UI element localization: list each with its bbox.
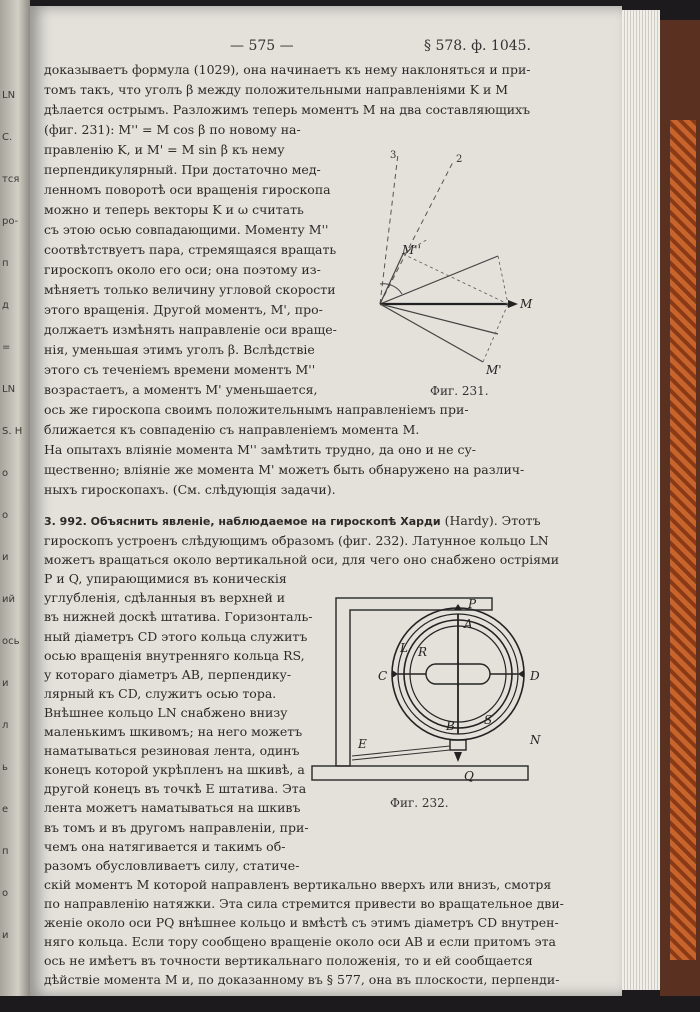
svg-text:N: N (530, 733, 541, 747)
facing-page-fragment: и (2, 930, 9, 941)
text-line: ось не имѣетъ въ точности вертикальнаго положенія, то и ей сообщается (44, 953, 533, 969)
text-line: соотвѣтствуетъ пара, стремящаяся вращать (44, 242, 337, 257)
text-line: мѣняетъ только величину угловой скорости (44, 282, 336, 297)
text-line: должаетъ измѣнять направленіе оси враще- (44, 322, 337, 337)
facing-page-fragment: S. H (2, 426, 23, 437)
text-line: гироскопъ устроенъ слѣдующимъ образомъ (фиг. 232). Латунное кольцо LN (44, 533, 549, 548)
facing-page-fragment: о (2, 468, 9, 479)
text-line: нія, уменьшая этимъ уголъ β. Вслѣдствіе (44, 342, 315, 357)
text-line: осью вращенія внутренняго кольца RS, (44, 647, 305, 663)
figure-231-caption: Фиг. 231. (430, 384, 489, 398)
svg-text:R: R (418, 645, 428, 659)
text-line: съ этою осью совпадающими. Моменту M'' (44, 222, 329, 237)
text-line: няго кольца. Если тору сообщено вращеніе около оси AB и если притомъ эта (44, 934, 556, 950)
text-line: ныхъ гироскопахъ. (См. слѣдующія задачи). (44, 482, 336, 497)
text-line: дѣлается острымъ. Разложимъ теперь моментъ M на два составляющихъ (44, 102, 531, 117)
text-line: доказываетъ формула (1029), она начинаетъ къ нему наклоняться и при- (44, 62, 531, 77)
page-number: — 575 — (230, 38, 294, 54)
svg-text:B: B (446, 719, 455, 733)
facing-page-fragment: л (2, 720, 9, 731)
facing-page-fragment: о (2, 888, 9, 899)
figure-231 (368, 144, 538, 384)
facing-page-fragment: е (2, 804, 9, 815)
text-line: ный діаметръ CD этого кольца служитъ (44, 628, 308, 644)
text-line: наматываться резиновая лента, одинъ (44, 743, 300, 759)
text-line: конецъ которой укрѣпленъ на шкивѣ, а (44, 762, 305, 778)
facing-page-fragment: ь (2, 762, 8, 773)
svg-text:Q: Q (464, 769, 474, 783)
svg-text:M': M' (486, 363, 502, 377)
text-line: углубленія, сдѣланныя въ верхней и (44, 590, 286, 606)
problem-heading-cont: (Hardy). Этотъ (440, 513, 541, 528)
text-line: чемъ она натягивается и такимъ об- (44, 838, 286, 854)
facing-page-fragment: о (2, 510, 9, 521)
text-line: ось же гироскопа своимъ положительнымъ направленіемъ при- (44, 402, 469, 417)
text-line: гироскопъ около его оси; она поэтому из- (44, 262, 321, 277)
facing-page-fragment: LN (2, 90, 16, 101)
text-line: другой конецъ въ точкѣ E штатива. Эта (44, 781, 307, 797)
text-line: правленію K, и M' = M sin β къ нему (44, 142, 285, 157)
text-line: женіе около оси PQ внѣшнее кольцо и вмѣстѣ съ этимъ діаметръ CD внутрен- (44, 915, 559, 930)
book-page (30, 6, 622, 996)
text-line: можетъ вращаться около вертикальной оси, для чего оно снабжено остріями (44, 552, 560, 568)
facing-page-fragment: п (2, 846, 9, 857)
text-line: P и Q, упирающимися въ коническія (44, 571, 287, 587)
text-line: по направленію натяжки. Эта сила стремится привести во вращательное дви- (44, 895, 564, 911)
facing-page-fragment: п (2, 258, 9, 269)
text-line: (фиг. 231): M'' = M cos β по новому на- (44, 122, 301, 137)
facing-page-fragment: д (2, 300, 9, 311)
facing-page-fragment: ий (2, 594, 15, 605)
facing-page-text (0, 0, 30, 1012)
text-line: щественно; вліяніе же момента M' можетъ быть обнаружено на различ- (44, 462, 525, 477)
svg-text:P: P (468, 597, 477, 611)
text-line: въ томъ и въ другомъ направленіи, при- (44, 819, 309, 835)
svg-text:A: A (464, 617, 473, 631)
facing-page-fragment: C. (2, 132, 13, 143)
svg-text:C: C (378, 669, 388, 683)
text-line: дѣйствіе момента M и, по доказанному въ § 577, она въ плоскости, перпенди- (44, 972, 560, 988)
facing-page-fragment: и (2, 552, 9, 563)
svg-text:M: M (520, 297, 533, 311)
text-line: Внѣшнее кольцо LN снабжено внизу (44, 704, 288, 720)
facing-page-fragment: и (2, 678, 9, 689)
figure-232 (308, 594, 548, 794)
text-line: скій моментъ M которой направленъ вертикально вверхъ или внизъ, смотря (44, 876, 552, 892)
text-line: у котораго діаметръ AB, перпендику- (44, 666, 292, 682)
text-line: ближается къ совпаденію съ направленіемъ момента M. (44, 422, 420, 437)
text-line: въ нижней доскѣ штатива. Горизонталь- (44, 609, 313, 625)
svg-text:3: 3 (390, 150, 397, 161)
running-head (30, 38, 622, 58)
text-line: можно и теперь векторы K и ω считать (44, 202, 304, 217)
facing-page-fragment: LN (2, 384, 16, 395)
figure-232-caption: Фиг. 232. (390, 796, 449, 810)
text-line: разомъ обусловливаетъ силу, статиче- (44, 857, 300, 873)
facing-page-fragment: тся (2, 174, 20, 185)
text-line: На опытахъ вліяніе момента M'' замѣтить трудно, да оно и не су- (44, 442, 477, 457)
problem-heading-line (44, 511, 541, 532)
facing-page-fragment: = (2, 342, 11, 353)
svg-text:S: S (484, 713, 493, 727)
svg-text:D: D (530, 669, 540, 683)
svg-text:L: L (400, 641, 408, 655)
text-line: лярный къ CD, служитъ осью тора. (44, 685, 277, 701)
text-line: томъ такъ, что уголъ β между положительными направленіями K и M (44, 82, 509, 97)
svg-text:M'': M'' (402, 243, 421, 257)
text-line: маленькимъ шкивомъ; на него можетъ (44, 724, 303, 739)
svg-text:E: E (358, 737, 367, 751)
text-line: этого съ теченіемъ времени моментъ M'' (44, 362, 316, 377)
text-line: ленномъ поворотѣ оси вращенія гироскопа (44, 182, 331, 197)
facing-page-fragment: ось (2, 636, 20, 647)
text-line: этого вращенія. Другой моментъ, M', про- (44, 302, 323, 317)
problem-heading: 3. 992. Объяснить явленіе, наблюдаемое на гироскопѣ Харди (44, 515, 441, 528)
page-edges (622, 10, 660, 990)
facing-page-fragment: ро- (2, 216, 19, 227)
text-line: перпендикулярный. При достаточно мед- (44, 162, 321, 177)
section-reference: § 578. ф. 1045. (424, 38, 532, 54)
book-cover-pattern (670, 120, 696, 960)
background-strip (0, 996, 700, 1012)
svg-text:2: 2 (456, 154, 463, 165)
text-line: возрастаетъ, а моментъ M' уменьшается, (44, 382, 318, 397)
text-line: лента можетъ наматываться на шкивъ (44, 800, 301, 816)
